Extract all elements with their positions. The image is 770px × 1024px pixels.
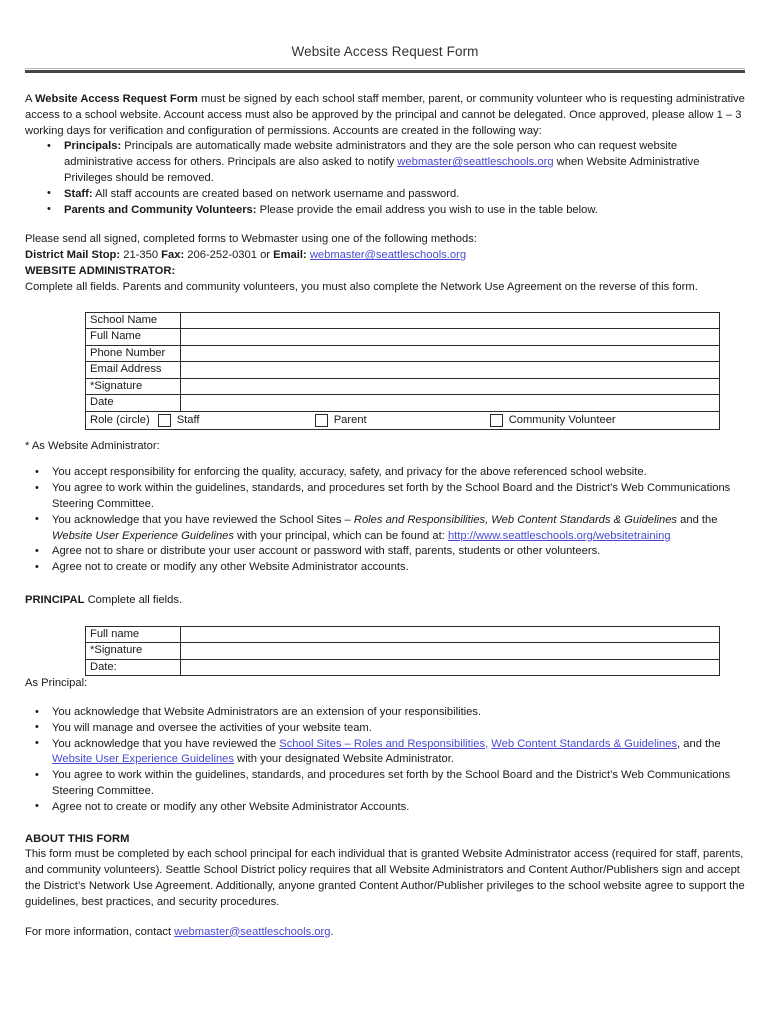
agreement-italic-guidelines: Website User Experience Guidelines	[52, 529, 234, 542]
checkbox-parent[interactable]	[315, 414, 328, 427]
agreement-text: Agree not to share or distribute your user account or password with staff, parents, students or other volunteers.	[52, 545, 601, 558]
field-label-signature: *Signature	[86, 378, 181, 395]
field-input-principal-date[interactable]	[181, 659, 720, 676]
field-label-school-name: School Name	[86, 312, 181, 329]
about-body: This form must be completed by each school principal for each individual that is granted Website Administrator access (required for staff, parents, and community volunteers). Seattle School District policy requires that all Website Administrators and Content Author/Publishers sign and accept the District’s Network Use Agreement. Additionally, anyone granted Content Author/Publisher privileges to the school website agree to support the guidelines, best practices, and security procedures.	[25, 848, 745, 908]
account-type-text: Please provide the email address you wish to use in the table below.	[256, 203, 598, 216]
principal-label: PRINCIPAL	[25, 593, 85, 606]
agreement-text: You acknowledge that you have reviewed the	[52, 737, 280, 750]
web-content-standards-link[interactable]: Web Content Standards & Guidelines	[491, 737, 678, 750]
list-item	[25, 544, 745, 560]
list-item	[25, 481, 745, 513]
field-label-principal-signature: *Signature	[86, 643, 181, 660]
field-label-email-address: Email Address	[86, 362, 181, 379]
list-item	[25, 203, 745, 219]
list-item	[25, 187, 745, 203]
webmaster-email-link[interactable]: webmaster@seattleschools.org	[309, 249, 467, 262]
fax-label: Fax:	[161, 249, 185, 262]
intro-paragraph	[25, 92, 745, 139]
account-type-text: Principals are automatically made website administrators and they are the sole person who can request website administrative access for others. Principals are also asked to notify	[64, 140, 678, 169]
agreement-text: Agree not to create or modify any other Website Administrator Accounts.	[52, 800, 410, 813]
list-item	[25, 768, 745, 800]
website-administrator-agreements	[25, 465, 745, 576]
table-row	[86, 312, 720, 329]
agreement-text: Agree not to create or modify any other Website Administrator accounts.	[52, 561, 409, 574]
webmaster-email-link[interactable]: webmaster@seattleschools.org	[174, 925, 331, 938]
agreement-text: You will manage and oversee the activities of your website team.	[52, 721, 372, 734]
submission-methods	[25, 248, 745, 264]
website-administrator-agreement-heading: * As Website Administrator:	[25, 439, 160, 452]
role-label: Role (circle)	[90, 414, 150, 427]
mail-stop-label: District Mail Stop:	[25, 249, 121, 262]
fax-value: 206-252-0301 or	[184, 249, 274, 262]
table-row-role	[86, 411, 720, 429]
account-type-label: Principals:	[64, 140, 122, 153]
list-item	[25, 139, 745, 186]
header-divider	[25, 68, 745, 73]
about-heading: ABOUT THIS FORM	[25, 832, 130, 845]
page-title: Website Access Request Form	[291, 44, 479, 59]
webmaster-email-link[interactable]: webmaster@seattleschools.org	[397, 156, 554, 169]
website-training-link[interactable]: http://www.seattleschools.org/websitetraining	[447, 529, 671, 542]
table-row	[86, 362, 720, 379]
list-item	[25, 513, 745, 545]
agreement-text-2: and the	[677, 513, 718, 526]
agreement-text: You accept responsibility for enforcing the quality, accuracy, safety, and privacy for the above referenced school website.	[52, 466, 647, 479]
school-sites-roles-link[interactable]: School Sites – Roles and Responsibilities,	[279, 737, 489, 750]
agreement-text-4: with your designated Website Administrator.	[234, 753, 454, 766]
table-row	[86, 643, 720, 660]
submission-intro: Please send all signed, completed forms to Webmaster using one of the following methods:	[25, 233, 477, 246]
contact-prefix: For more information, contact	[25, 925, 175, 938]
role-selection-cell	[86, 411, 720, 429]
account-type-text: All staff accounts are created based on network username and password.	[92, 187, 460, 200]
table-row	[86, 329, 720, 346]
agreement-text: You agree to work within the guidelines, standards, and procedures set forth by the School Board and the District’s Web Communications Steering Committee.	[52, 482, 731, 510]
table-row	[86, 626, 720, 643]
website-user-experience-link[interactable]: Website User Experience Guidelines	[52, 753, 234, 766]
field-label-principal-date: Date:	[86, 659, 181, 676]
role-option-staff[interactable]: Staff	[176, 414, 200, 427]
role-option-community-volunteer[interactable]: Community Volunteer	[508, 414, 616, 427]
field-input-phone-number[interactable]	[181, 345, 720, 362]
field-input-full-name[interactable]	[181, 329, 720, 346]
list-item	[25, 705, 745, 721]
intro-form-name: Website Access Request Form	[34, 93, 198, 105]
intro-prefix: A	[25, 93, 35, 105]
agreement-text-3: with your principal, which can be found at:	[234, 529, 448, 542]
table-row	[86, 378, 720, 395]
agreement-text: You acknowledge that Website Administrators are an extension of your responsibilities.	[52, 706, 482, 719]
website-administrator-instructions: Complete all fields. Parents and community volunteers, you must also complete the Network Use Agreement on the reverse of this form.	[25, 280, 698, 293]
table-row	[86, 395, 720, 412]
account-type-label: Staff:	[64, 187, 93, 200]
field-label-phone-number: Phone Number	[86, 345, 181, 362]
field-input-date[interactable]	[181, 395, 720, 412]
field-label-date: Date	[86, 395, 181, 412]
field-label-principal-full-name: Full name	[86, 626, 181, 643]
website-administrator-table	[85, 312, 720, 430]
agreement-italic-roles: Roles and Responsibilities, Web Content Standards & Guidelines	[353, 513, 678, 526]
account-type-text-after: when Website Administrative Privileges should be removed.	[64, 156, 700, 184]
account-types-list	[25, 139, 745, 218]
table-row	[86, 659, 720, 676]
agreement-text-3: , and the	[677, 737, 721, 750]
field-input-signature[interactable]	[181, 378, 720, 395]
table-row	[86, 345, 720, 362]
list-item	[25, 465, 745, 481]
list-item	[25, 737, 745, 769]
list-item	[25, 800, 745, 816]
field-input-email-address[interactable]	[181, 362, 720, 379]
field-label-full-name: Full Name	[86, 329, 181, 346]
principal-instructions: Complete all fields.	[84, 593, 183, 606]
website-administrator-heading: WEBSITE ADMINISTRATOR:	[25, 264, 176, 277]
list-item	[25, 721, 745, 737]
account-type-label: Parents and Community Volunteers:	[64, 203, 257, 216]
contact-suffix: .	[330, 925, 334, 938]
checkbox-staff[interactable]	[158, 414, 171, 427]
principal-agreement-heading: As Principal:	[25, 677, 88, 690]
contact-line	[25, 925, 745, 941]
agreement-text: You agree to work within the guidelines, standards, and procedures set forth by the School Board and the District’s Web Communications Steering Committee.	[52, 769, 731, 798]
role-option-parent[interactable]: Parent	[333, 414, 367, 427]
agreement-text: You acknowledge that you have reviewed the School Sites –	[52, 513, 354, 526]
checkbox-community-volunteer[interactable]	[490, 414, 503, 427]
field-input-principal-full-name[interactable]	[181, 626, 720, 643]
principal-agreements	[25, 705, 745, 816]
field-input-principal-signature[interactable]	[181, 643, 720, 660]
list-item	[25, 560, 745, 576]
principal-table	[85, 626, 720, 677]
intro-rest: must be signed by each school staff member, parent, or community volunteer who is requesting administrative access to a school website. Account access must also be approved by the principal and cannot be delegated. Once approved, please allow 1 – 3 working days for verification and configuration of permissions. Accounts are created in the following way:	[25, 93, 745, 137]
principal-heading	[25, 593, 745, 609]
mail-stop-value: 21-350	[120, 249, 162, 262]
email-label: Email:	[273, 249, 307, 262]
field-input-school-name[interactable]	[181, 312, 720, 329]
